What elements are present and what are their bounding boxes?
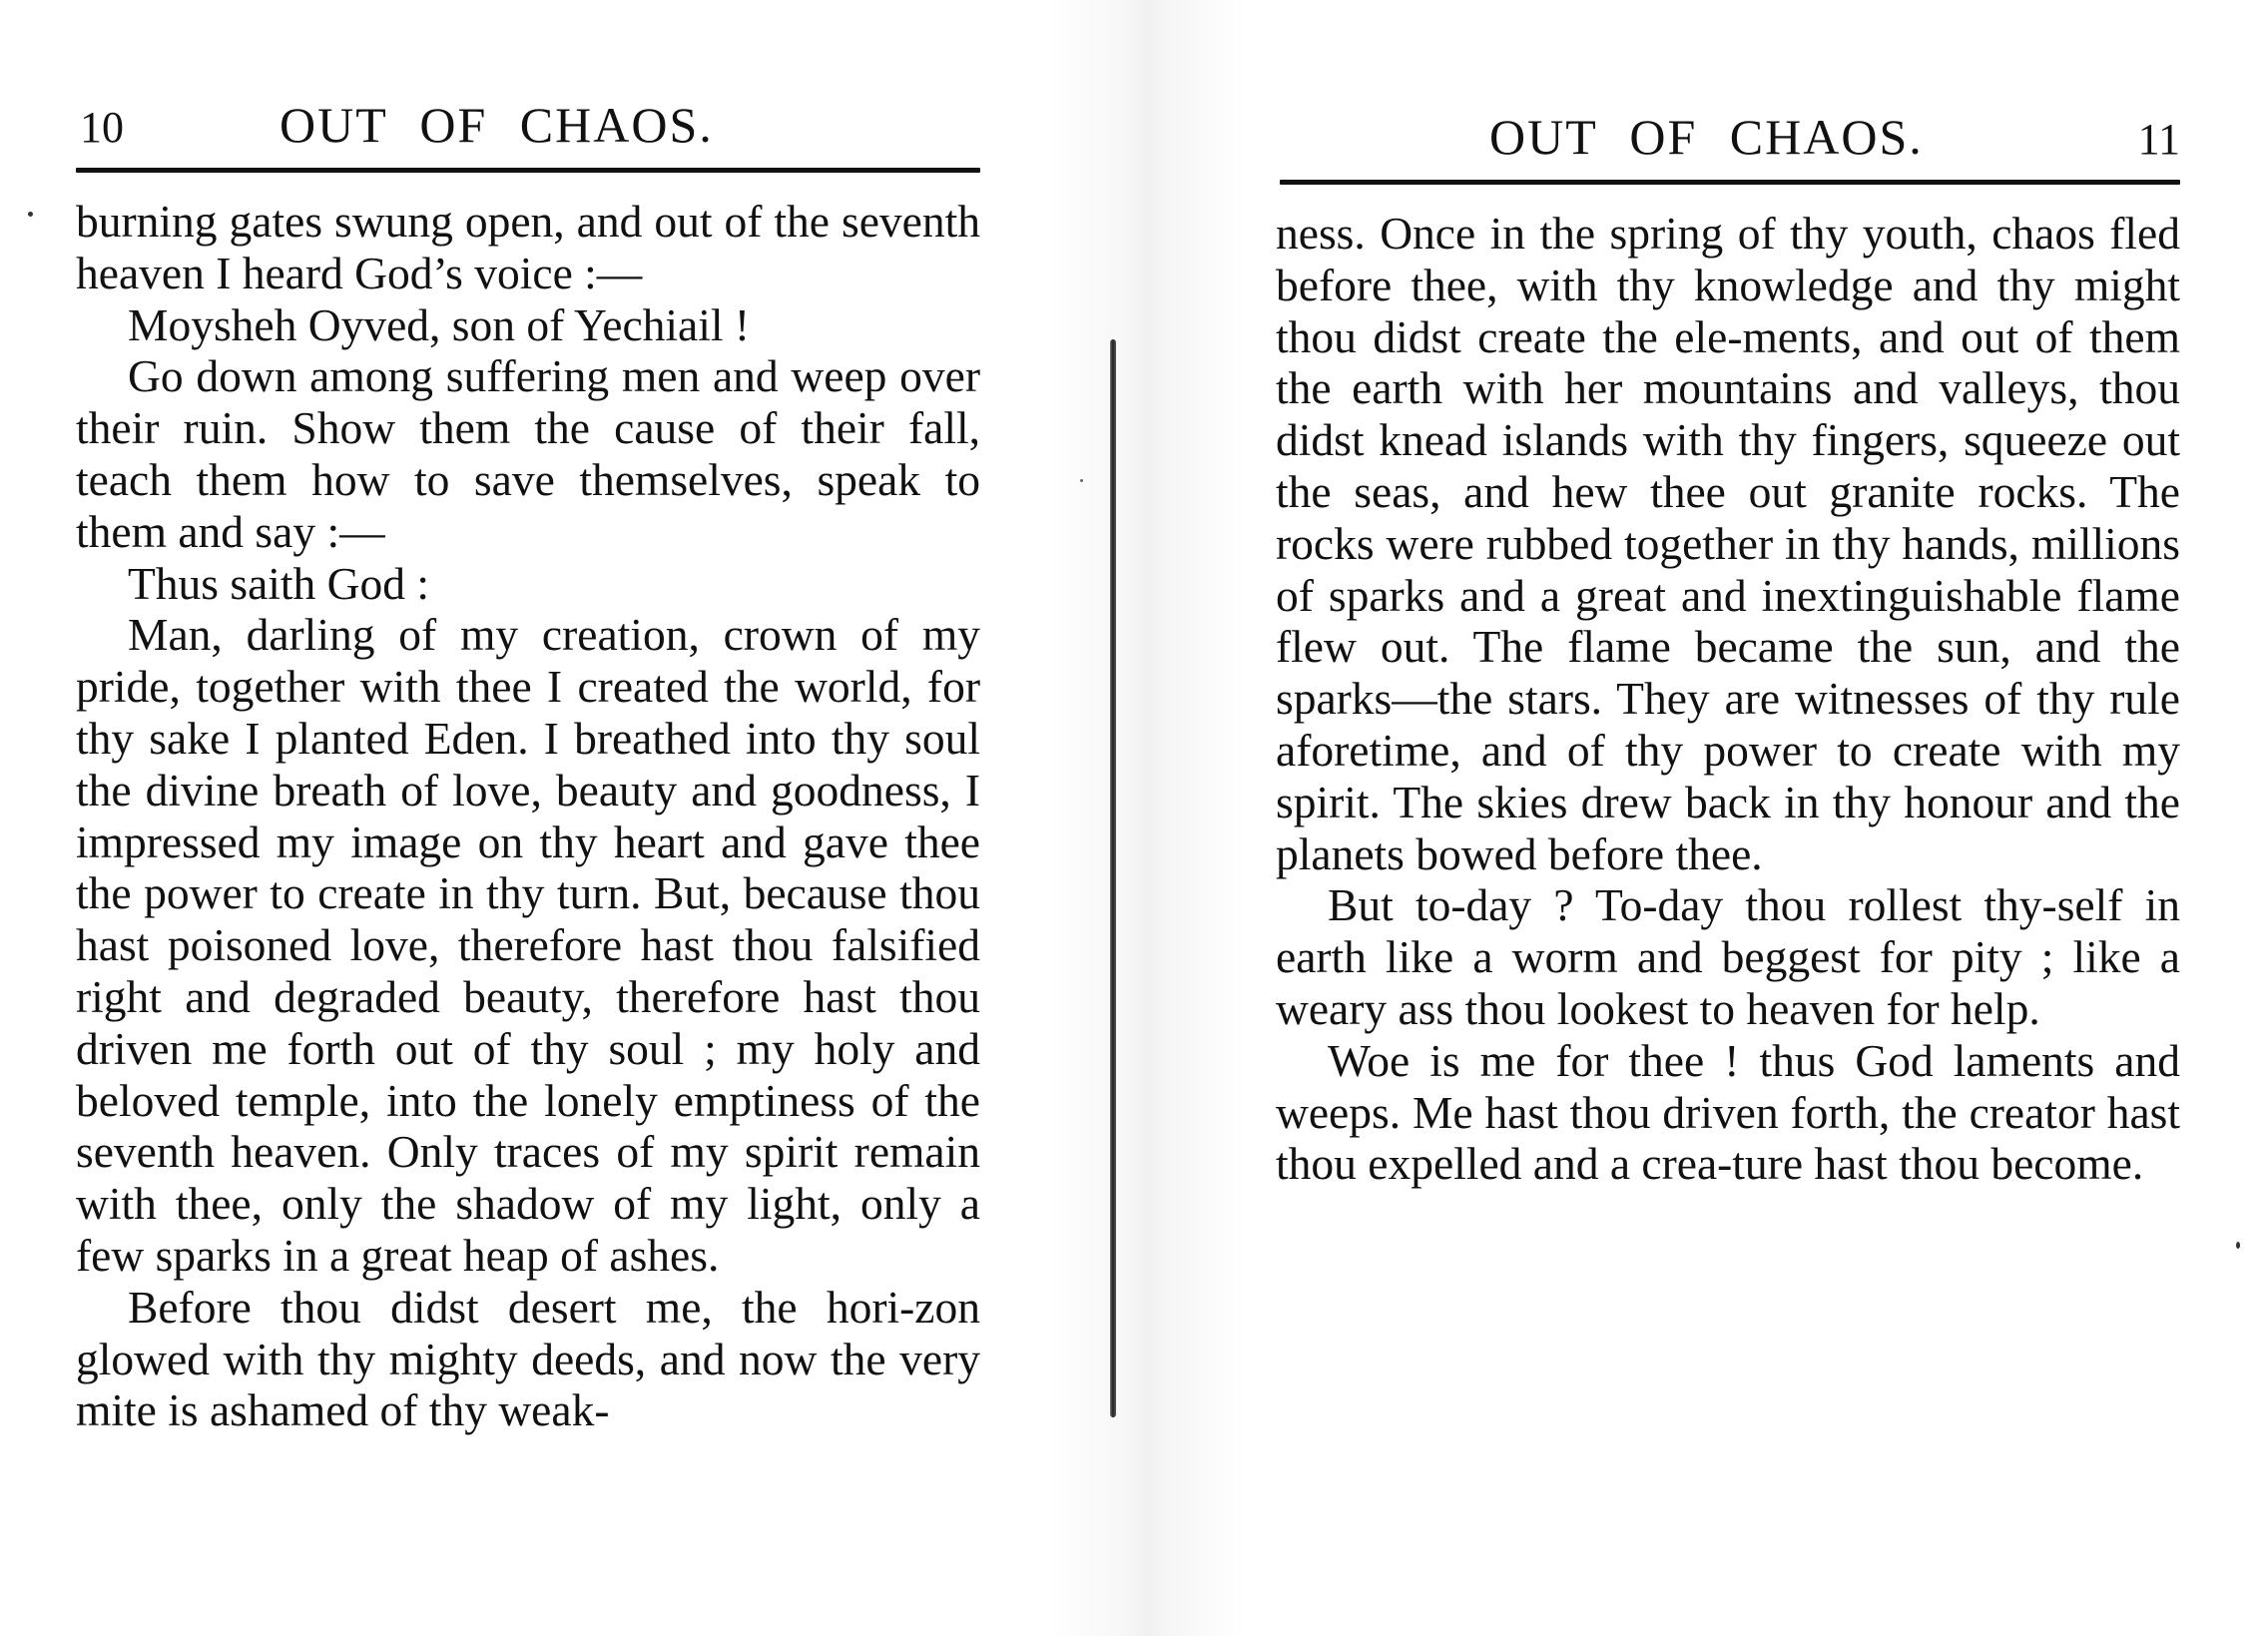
binding-thread [1110, 339, 1116, 1417]
body-text [76, 196, 980, 1436]
paragraph: Before thou didst desert me, the hori-zon glowed with thy mighty deeds, and now the very mite is ashamed of thy weak- [76, 1281, 980, 1436]
paragraph: ness. Once in the spring of thy youth, chaos fled before thee, with thy knowledge and thy might thou didst create the ele-ments, and out of them the earth with her mountains and valleys, thou didst knead islands with thy fingers, squeeze out the seas, and hew thee out granite rocks. The rocks were rubbed together in thy hands, millions of sparks and a great and inextinguishable flame flew out. The flame became the sun, and the sparks—the stars. They are witnesses of thy rule aforetime, and of thy power to create with my spirit. The skies drew back in thy honour and the planets bowed before thee. [1276, 208, 2180, 879]
body-text [1276, 208, 2180, 1190]
running-title: OUT OF CHAOS. [1489, 109, 1924, 165]
head-rule [1280, 180, 2180, 185]
paragraph: Woe is me for thee ! thus God laments and weeps. Me hast thou driven forth, the creator hast thou expelled and a crea-ture hast thou become. [1276, 1034, 2180, 1190]
paragraph: Go down among suffering men and weep over their ruin. Show them the cause of their fall, teach them how to save themselves, speak to them and say :— [76, 350, 980, 557]
paragraph: Thus saith God : [128, 557, 430, 609]
page-number: 10 [80, 103, 124, 152]
gutter-shadow [1048, 0, 1248, 1636]
paragraph: Man, darling of my creation, crown of my pride, together with thee I created the world, for thy sake I planted Eden. I breathed into thy soul the divine breath of love, beauty and goodness, I impressed my image on thy heart and gave thee the power to create in thy turn. But, because thou hast poisoned love, therefore hast thou falsified right and degraded beauty, therefore hast thou driven me forth out of thy soul ; my holy and beloved temple, into the lonely emptiness of the seventh heaven. Only traces of my spirit remain with thee, only the shadow of my light, only a few sparks in a great heap of ashes. [76, 609, 980, 1281]
running-title: OUT OF CHAOS. [280, 97, 714, 153]
ink-speck [2236, 1242, 2240, 1249]
ink-speck [1080, 479, 1083, 482]
ink-speck [28, 212, 33, 217]
right-page [1276, 0, 2180, 1636]
paragraph: burning gates swung open, and out of the seventh heaven I heard God’s voice :— [76, 196, 980, 298]
page-number: 11 [2137, 115, 2180, 164]
running-head [1276, 108, 2180, 178]
paragraph: But to-day ? To-day thou rollest thy-self in earth like a worm and beggest for pity ; like a weary ass thou lookest to heaven for help. [1276, 879, 2180, 1034]
head-rule [76, 168, 980, 173]
running-head [76, 96, 980, 166]
paragraph: Moysheh Oyved, son of Yechiail ! [128, 298, 751, 350]
left-page [76, 0, 980, 1636]
